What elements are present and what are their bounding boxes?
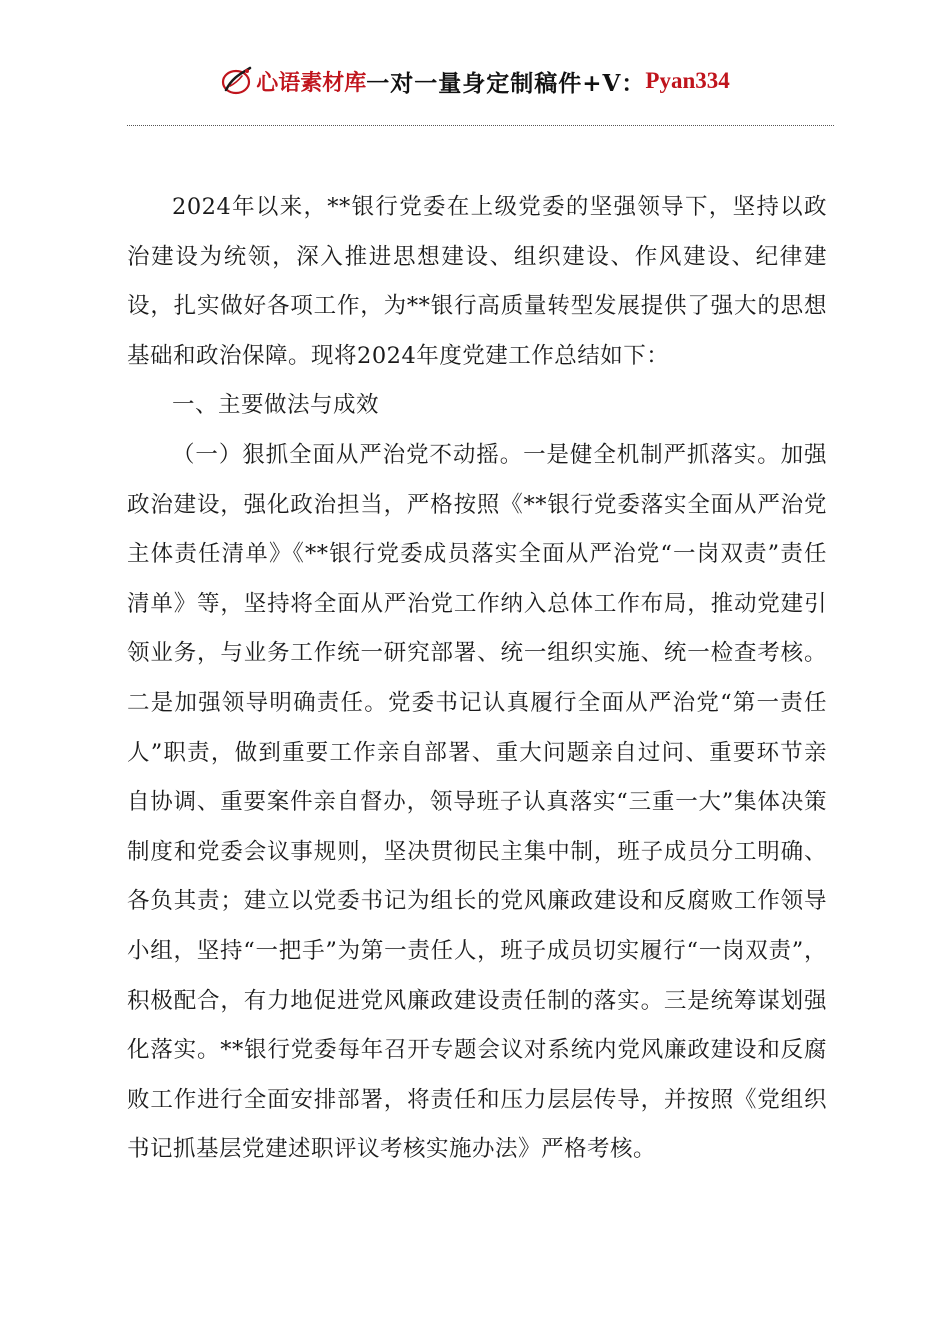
brand-name: 心语素材库 [256,70,367,96]
document-body [127,183,827,1175]
intro-paragraph: 2024年以来，**银行党委在上级党委的坚强领导下，坚持以政治建设为统领，深入推进思想建设、组织建设、作风建设、纪律建设，扎实做好各项工作，为**银行高质量转型发展提供了强大的思想基础和政治保障。现将2024年度党建工作总结如下： [127,194,827,369]
brush-logo-icon [220,64,254,98]
wechat-id: Pyan334 [645,68,730,93]
page-header [0,58,950,104]
header-divider [127,125,834,126]
section-heading: 一、主要做法与成效 [172,392,380,419]
header-slogan: 一对一量身定制稿件+V： [366,69,646,97]
body-paragraph: （一）狠抓全面从严治党不动摇。一是健全机制严抓落实。加强政治建设，强化政治担当，严格按照《**银行党委落实全面从严治党主体责任清单》《**银行党委成员落实全面从严治党“一岗双责”责任清单》等，坚持将全面从严治党工作纳入总体工作布局，推动党建引领业务，与业务工作统一研究部署、统一组织实施、统一检查考核。二是加强领导明确责任。党委书记认真履行全面从严治党“第一责任人”职责，做到重要工作亲自部署、重大问题亲自过问、重要环节亲自协调、重要案件亲自督办，领导班子认真落实“三重一大”集体决策制度和党委会议事规则，坚决贯彻民主集中制，班子成员分工明确、各负其责；建立以党委书记为组长的党风廉政建设和反腐败工作领导小组，坚持“一把手”为第一责任人，班子成员切实履行“一岗双责”，积极配合，有力地促进党风廉政建设责任制的落实。三是统筹谋划强化落实。**银行党委每年召开专题会议对系统内党风廉政建设和反腐败工作进行全面安排部署，将责任和压力层层传导，并按照《党组织书记抓基层党建述职评议考核实施办法》严格考核。 [127,441,827,1163]
